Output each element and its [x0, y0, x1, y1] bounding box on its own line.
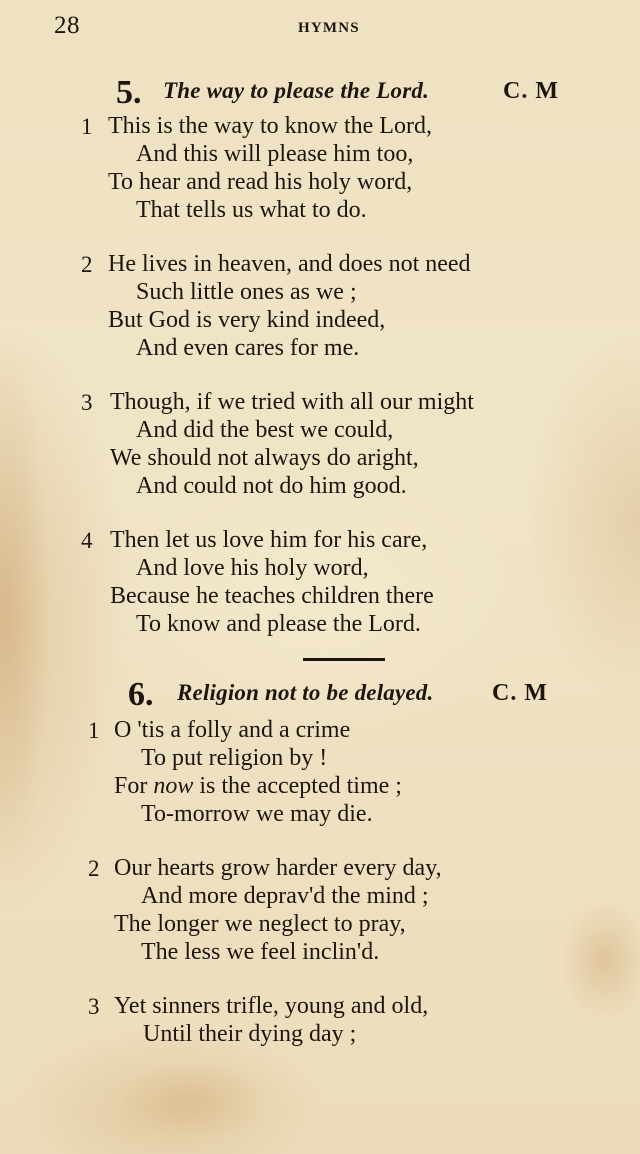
verse-line: That tells us what to do.: [136, 197, 367, 223]
verse-line: We should not always do aright,: [110, 445, 419, 471]
stanza-number: 1: [88, 718, 100, 743]
verse-line: This is the way to know the Lord,: [108, 113, 432, 139]
hymn-number: 6.: [128, 676, 154, 713]
stanza-number: 3: [88, 994, 100, 1019]
verse-line: The less we feel inclin'd.: [141, 939, 380, 965]
verse-line: O 'tis a folly and a crime: [114, 717, 351, 743]
verse-line: Until their dying day ;: [143, 1021, 357, 1047]
verse-line: To know and please the Lord.: [136, 611, 421, 637]
verse-line: And could not do him good.: [136, 473, 407, 499]
verse-line: And this will please him too,: [136, 141, 414, 167]
hymn-heading: [0, 676, 640, 713]
stanza-number: 2: [81, 252, 93, 277]
verse-line: And did the best we could,: [136, 417, 394, 443]
paper-stain: [120, 1060, 270, 1140]
paper-stain: [0, 330, 50, 890]
stanza-number: 3: [81, 390, 93, 415]
hymn-meter: C. M: [503, 78, 559, 104]
hymn-title: Religion not to be delayed.: [177, 680, 434, 705]
verse-line: For now is the accepted time ;: [114, 773, 402, 799]
verse-line: The longer we neglect to pray,: [114, 911, 406, 937]
verse-line: Because he teaches children there: [110, 583, 434, 609]
verse-line: He lives in heaven, and does not need: [108, 251, 471, 277]
verse-line: To put religion by !: [141, 745, 328, 771]
verse-line: Though, if we tried with all our might: [110, 389, 474, 415]
verse-line: To-morrow we may die.: [141, 801, 373, 827]
verse-line: And even cares for me.: [136, 335, 360, 361]
hymn-meter: C. M: [492, 680, 548, 706]
verse-line: But God is very kind indeed,: [108, 307, 386, 333]
hymn-title: The way to please the Lord.: [163, 78, 430, 103]
page-number: 28: [54, 12, 80, 39]
paper-stain: [560, 900, 640, 1020]
verse-line: Our hearts grow harder every day,: [114, 855, 442, 881]
verse-line: Such little ones as we ;: [136, 279, 357, 305]
verse-line: And more deprav'd the mind ;: [141, 883, 429, 909]
stanza-number: 2: [88, 856, 100, 881]
section-divider: [303, 658, 385, 661]
stanza-number: 1: [81, 114, 93, 139]
hymn-heading: [0, 74, 640, 111]
stanza-number: 4: [81, 528, 93, 553]
verse-line: Yet sinners trifle, young and old,: [114, 993, 429, 1019]
running-title: HYMNS: [298, 20, 360, 36]
verse-line: To hear and read his holy word,: [108, 169, 413, 195]
verse-line: Then let us love him for his care,: [110, 527, 428, 553]
verse-line: And love his holy word,: [136, 555, 369, 581]
hymn-number: 5.: [116, 74, 142, 111]
emphasis: now: [153, 773, 194, 799]
